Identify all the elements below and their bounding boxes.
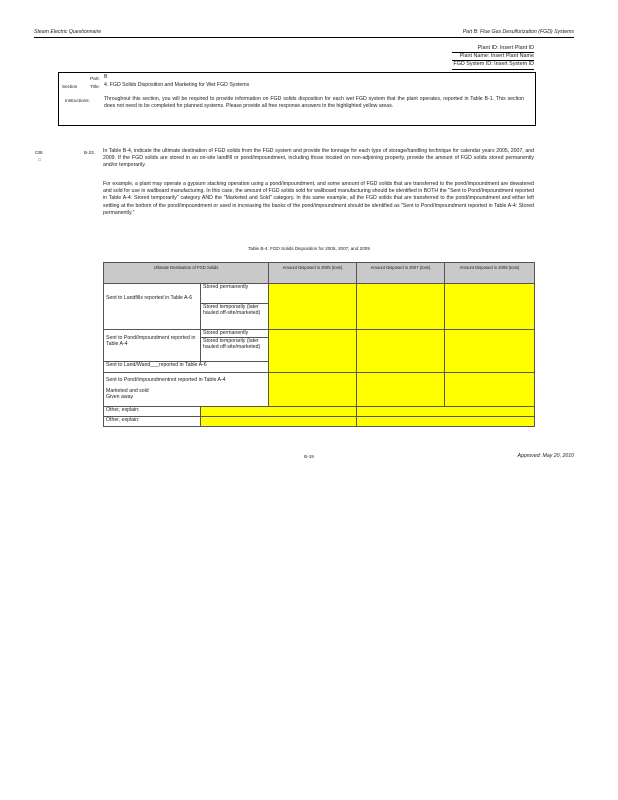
table-row bbox=[104, 407, 535, 417]
input-other-2-amounts[interactable] bbox=[357, 417, 535, 427]
col-header-2005: Amount Disposed in 2005 (tons) bbox=[269, 263, 357, 284]
header-rule bbox=[34, 37, 574, 38]
row-label-other-2: Other, explain: bbox=[104, 417, 201, 427]
header-right: Part B: Flue Gas Desulfurization (FGD) Systems bbox=[462, 29, 574, 35]
fgd-system-id: FGD System ID: Insert System ID bbox=[453, 61, 534, 67]
part-value: B bbox=[104, 74, 108, 80]
col-header-2007: Amount Disposed in 2007 (tons) bbox=[357, 263, 445, 284]
row-label-landfill-b: Sent to Land/Wand___reported in Table A-6 bbox=[104, 362, 269, 373]
page-number: B-19 bbox=[304, 454, 314, 459]
plant-name: Plant Name: Insert Plant Name bbox=[459, 53, 534, 59]
col-header-2009: Amount Disposed in 2009 (tons) bbox=[445, 263, 535, 284]
input-2009-pond[interactable] bbox=[445, 330, 535, 373]
row-label-landfill-a6: Sent to Landfills reported in Table A-6 bbox=[104, 284, 201, 330]
input-2005-pond[interactable] bbox=[269, 330, 357, 373]
input-2009-landfill[interactable] bbox=[445, 284, 535, 330]
row-label-pond-a4: Sent to Pond/Impoundment reported in Table A-4 bbox=[104, 330, 201, 362]
question-example: For example, a plant may operate a gypsum stacking operation using a pond/impoundment, and some amount of FGD solids that are transferred to the pond/impoundment are dewatered and sold for use in wallboard manufacturing. In this case, the amount of FGD solids sold for wallboard manufacturing should be identified in BOTH the "Sent to Pond/Impoundment reported in Table A-4: Stored temporarily" category AND the "Marketed and Sold" category. In this same example, all the FGD solids that are transferred to the pond/impoundment and either left settling at the bottom of the pond/impoundment or used in increasing the banks of the pond/impoundment should be identified as "Sent to Pond/Impoundment reported in Table A-4: Stored permanently." bbox=[103, 181, 534, 216]
cbi-label: CBI bbox=[35, 150, 43, 155]
row-sublabel-stored-temp: Stored temporarily (later hauled off-site/marketed) bbox=[201, 304, 269, 330]
section-box bbox=[58, 72, 536, 126]
plant-id: Plant ID: Insert Plant ID bbox=[477, 45, 534, 51]
header-left: Steam Electric Questionnaire bbox=[34, 29, 102, 35]
table-row bbox=[104, 284, 535, 304]
row-label-other-1: Other, explain: bbox=[104, 407, 201, 417]
table-row bbox=[104, 330, 535, 338]
input-2007-pond[interactable] bbox=[357, 330, 445, 373]
approved-date: Approved: May 20, 2010 bbox=[517, 453, 574, 459]
input-2005-marketed[interactable] bbox=[269, 373, 357, 407]
section-label: Section bbox=[62, 84, 78, 89]
input-other-1-amounts[interactable] bbox=[357, 407, 535, 417]
fgd-id-underline bbox=[452, 69, 534, 70]
col-header-destination: Ultimate Destination of FGD Solids bbox=[104, 263, 269, 284]
input-2005-landfill[interactable] bbox=[269, 284, 357, 330]
section-title: 4. FGD Solids Disposition and Marketing for Wet FGD Systems bbox=[104, 82, 250, 88]
row-sublabel-stored-perm-2: Stored permanently bbox=[201, 330, 269, 338]
question-text: In Table B-4, indicate the ultimate destination of FGD solids from the FGD system and provide the tonnage for each type of storage/handling technique for calendar years 2005, 2007, and 2009. If the FGD solids are stored in an on-site landfill or pond/impoundment, including those located on non-adjoining property, provide the amount of FGD solids stored permanently and/or temporarily. bbox=[103, 148, 534, 169]
row-label-given: Given away bbox=[106, 394, 134, 400]
input-2007-landfill[interactable] bbox=[357, 284, 445, 330]
question-number: B-23. bbox=[84, 150, 95, 155]
table-caption: Table B-4. FGD Solids Disposition for 2005, 2007, and 2009 bbox=[248, 246, 370, 251]
input-2009-marketed[interactable] bbox=[445, 373, 535, 407]
row-label-pond-b: Sent to Pond/Impoundmentnot reported in Table A-4 bbox=[106, 377, 226, 383]
input-other-2-explain[interactable] bbox=[201, 417, 357, 427]
title-label: Title: bbox=[90, 84, 100, 89]
table-row bbox=[104, 417, 535, 427]
row-label-marketed: Marketed and sold bbox=[106, 388, 149, 394]
input-2007-marketed[interactable] bbox=[357, 373, 445, 407]
table-header-row bbox=[104, 263, 535, 284]
part-label: Part: bbox=[90, 76, 100, 81]
instructions-label: Instructions: bbox=[65, 98, 90, 103]
row-sublabel-stored-temp-2: Stored temporarily (later hauled off-site/marketed) bbox=[201, 338, 269, 362]
table-row bbox=[104, 373, 535, 407]
cbi-checkbox[interactable]: □ bbox=[38, 157, 41, 162]
row-sublabel-stored-perm: Stored permanently bbox=[201, 284, 269, 304]
disposition-table bbox=[103, 262, 535, 427]
input-other-1-explain[interactable] bbox=[201, 407, 357, 417]
instructions-text: Throughout this section, you will be required to provide information on FGD solids disposition for each wet FGD system that the plant operates, reported in Table B-1. This section does not need to be completed for planned systems. Please provide all free response answers in the highlighted yellow areas. bbox=[104, 96, 524, 110]
